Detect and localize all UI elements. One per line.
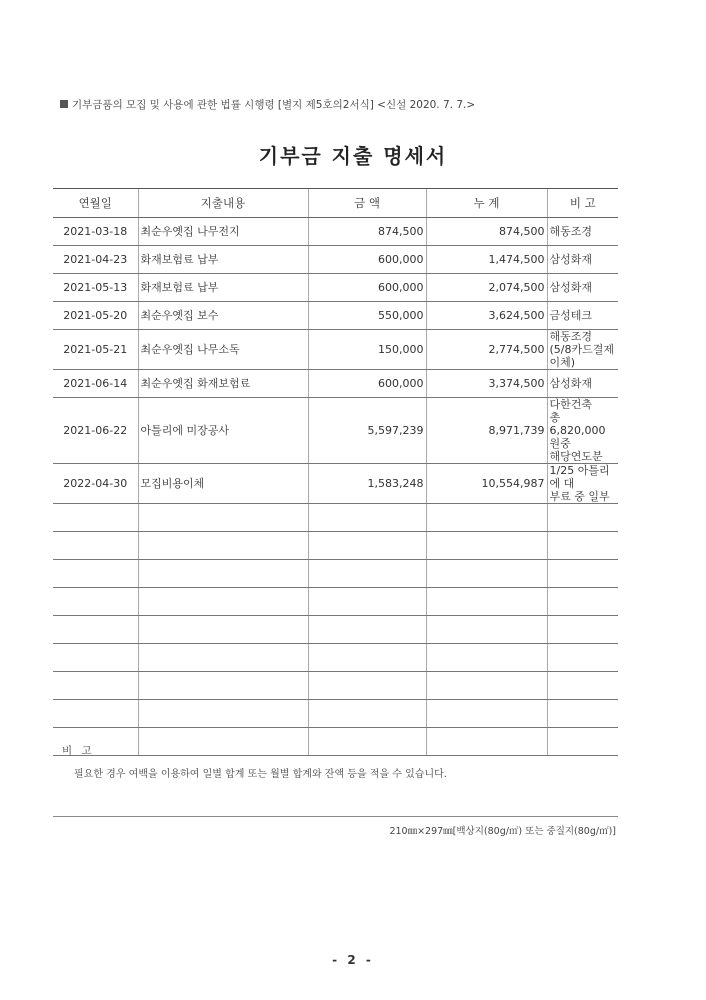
empty-cell (308, 560, 426, 588)
remarks-text: 필요한 경우 여백을 이용하여 일별 합계 또는 월별 합계와 잔액 등을 적을 수 있습니다. (74, 769, 447, 780)
table-row (53, 246, 618, 274)
cell-amount: 5,597,239 (308, 398, 426, 464)
cell-description: 아틀리에 미장공사 (138, 398, 308, 464)
empty-cell (138, 588, 308, 616)
cell-description: 모집비용이체 (138, 464, 308, 504)
cell-note: 삼성화재 (547, 370, 618, 398)
column-header-cumulative: 누 계 (426, 189, 547, 218)
cell-amount: 600,000 (308, 246, 426, 274)
form-reference-note (60, 97, 475, 112)
empty-table-row (53, 560, 618, 588)
table-header-row (53, 189, 618, 218)
empty-cell (138, 728, 308, 756)
cell-note: 해동조경 (5/8카드결제이체) (547, 330, 618, 370)
empty-cell (426, 560, 547, 588)
cell-note: 다한건축 총6,820,000원중 해당연도분 (547, 398, 618, 464)
empty-table-row (53, 672, 618, 700)
empty-cell (138, 532, 308, 560)
empty-cell (547, 504, 618, 532)
cell-description: 최순우옛집 나무소독 (138, 330, 308, 370)
cell-note: 삼성화재 (547, 274, 618, 302)
column-header-amount: 금 액 (308, 189, 426, 218)
empty-cell (308, 588, 426, 616)
cell-amount: 874,500 (308, 218, 426, 246)
empty-cell (53, 504, 138, 532)
empty-table-row (53, 700, 618, 728)
empty-cell (308, 504, 426, 532)
footer-divider (53, 816, 618, 817)
column-header-note: 비 고 (547, 189, 618, 218)
empty-cell (308, 700, 426, 728)
empty-cell (547, 644, 618, 672)
table-row (53, 218, 618, 246)
empty-cell (547, 560, 618, 588)
cell-date: 2021-05-20 (53, 302, 138, 330)
page-title: 기부금 지출 명세서 (258, 144, 448, 168)
cell-cumulative: 2,074,500 (426, 274, 547, 302)
empty-cell (547, 728, 618, 756)
form-reference-text: 기부금품의 모집 및 사용에 관한 법률 시행령 [별지 제5호의2서식] <신설 2020. 7. 7.> (72, 99, 476, 111)
empty-table-row (53, 504, 618, 532)
empty-cell (53, 644, 138, 672)
table-row (53, 274, 618, 302)
cell-description: 최순우옛집 보수 (138, 302, 308, 330)
square-bullet-icon (60, 100, 68, 108)
expenditure-table (53, 188, 618, 756)
cell-amount: 150,000 (308, 330, 426, 370)
empty-cell (426, 728, 547, 756)
cell-description: 화재보험료 납부 (138, 246, 308, 274)
page-number: - 2 - (332, 953, 374, 967)
cell-date: 2021-05-13 (53, 274, 138, 302)
empty-table-row (53, 616, 618, 644)
cell-description: 최순우옛집 화재보험료 (138, 370, 308, 398)
empty-cell (138, 504, 308, 532)
cell-note: 1/25 아틀리에 대 부료 중 일부 (547, 464, 618, 504)
empty-cell (426, 700, 547, 728)
cell-amount: 600,000 (308, 274, 426, 302)
cell-cumulative: 2,774,500 (426, 330, 547, 370)
empty-cell (53, 532, 138, 560)
cell-note: 해동조경 (547, 218, 618, 246)
column-header-date: 연월일 (53, 189, 138, 218)
cell-date: 2021-05-21 (53, 330, 138, 370)
empty-cell (547, 532, 618, 560)
empty-cell (426, 644, 547, 672)
cell-amount: 1,583,248 (308, 464, 426, 504)
cell-cumulative: 3,374,500 (426, 370, 547, 398)
cell-date: 2021-06-14 (53, 370, 138, 398)
table-row (53, 464, 618, 504)
empty-cell (138, 616, 308, 644)
empty-cell (138, 672, 308, 700)
cell-date: 2021-03-18 (53, 218, 138, 246)
empty-cell (138, 700, 308, 728)
empty-cell (53, 616, 138, 644)
column-header-description: 지출내용 (138, 189, 308, 218)
empty-cell (426, 504, 547, 532)
cell-date: 2022-04-30 (53, 464, 138, 504)
cell-cumulative: 3,624,500 (426, 302, 547, 330)
empty-cell (138, 644, 308, 672)
cell-cumulative: 874,500 (426, 218, 547, 246)
table-row (53, 398, 618, 464)
cell-description: 화재보험료 납부 (138, 274, 308, 302)
empty-cell (53, 700, 138, 728)
empty-cell (426, 616, 547, 644)
empty-cell (53, 672, 138, 700)
table-row (53, 330, 618, 370)
empty-cell (547, 616, 618, 644)
empty-table-row (53, 588, 618, 616)
empty-table-row (53, 728, 618, 756)
empty-cell (426, 672, 547, 700)
empty-cell (53, 588, 138, 616)
cell-amount: 600,000 (308, 370, 426, 398)
remarks-heading: 비 고 (62, 745, 95, 757)
empty-table-row (53, 532, 618, 560)
empty-cell (308, 672, 426, 700)
cell-note: 금성테크 (547, 302, 618, 330)
empty-cell (426, 588, 547, 616)
empty-cell (138, 560, 308, 588)
cell-date: 2021-06-22 (53, 398, 138, 464)
cell-date: 2021-04-23 (53, 246, 138, 274)
cell-amount: 550,000 (308, 302, 426, 330)
empty-cell (308, 532, 426, 560)
empty-cell (53, 560, 138, 588)
table-row (53, 370, 618, 398)
empty-cell (308, 644, 426, 672)
empty-cell (547, 672, 618, 700)
empty-table-row (53, 644, 618, 672)
cell-cumulative: 8,971,739 (426, 398, 547, 464)
paper-specification: 210㎜×297㎜[백상지(80g/㎡) 또는 중질지(80g/㎡)] (389, 826, 616, 837)
cell-note: 삼성화재 (547, 246, 618, 274)
empty-cell (426, 532, 547, 560)
cell-description: 최순우옛집 나무전지 (138, 218, 308, 246)
empty-cell (547, 700, 618, 728)
empty-cell (308, 616, 426, 644)
empty-cell (547, 588, 618, 616)
cell-cumulative: 10,554,987 (426, 464, 547, 504)
cell-cumulative: 1,474,500 (426, 246, 547, 274)
table-row (53, 302, 618, 330)
empty-cell (308, 728, 426, 756)
